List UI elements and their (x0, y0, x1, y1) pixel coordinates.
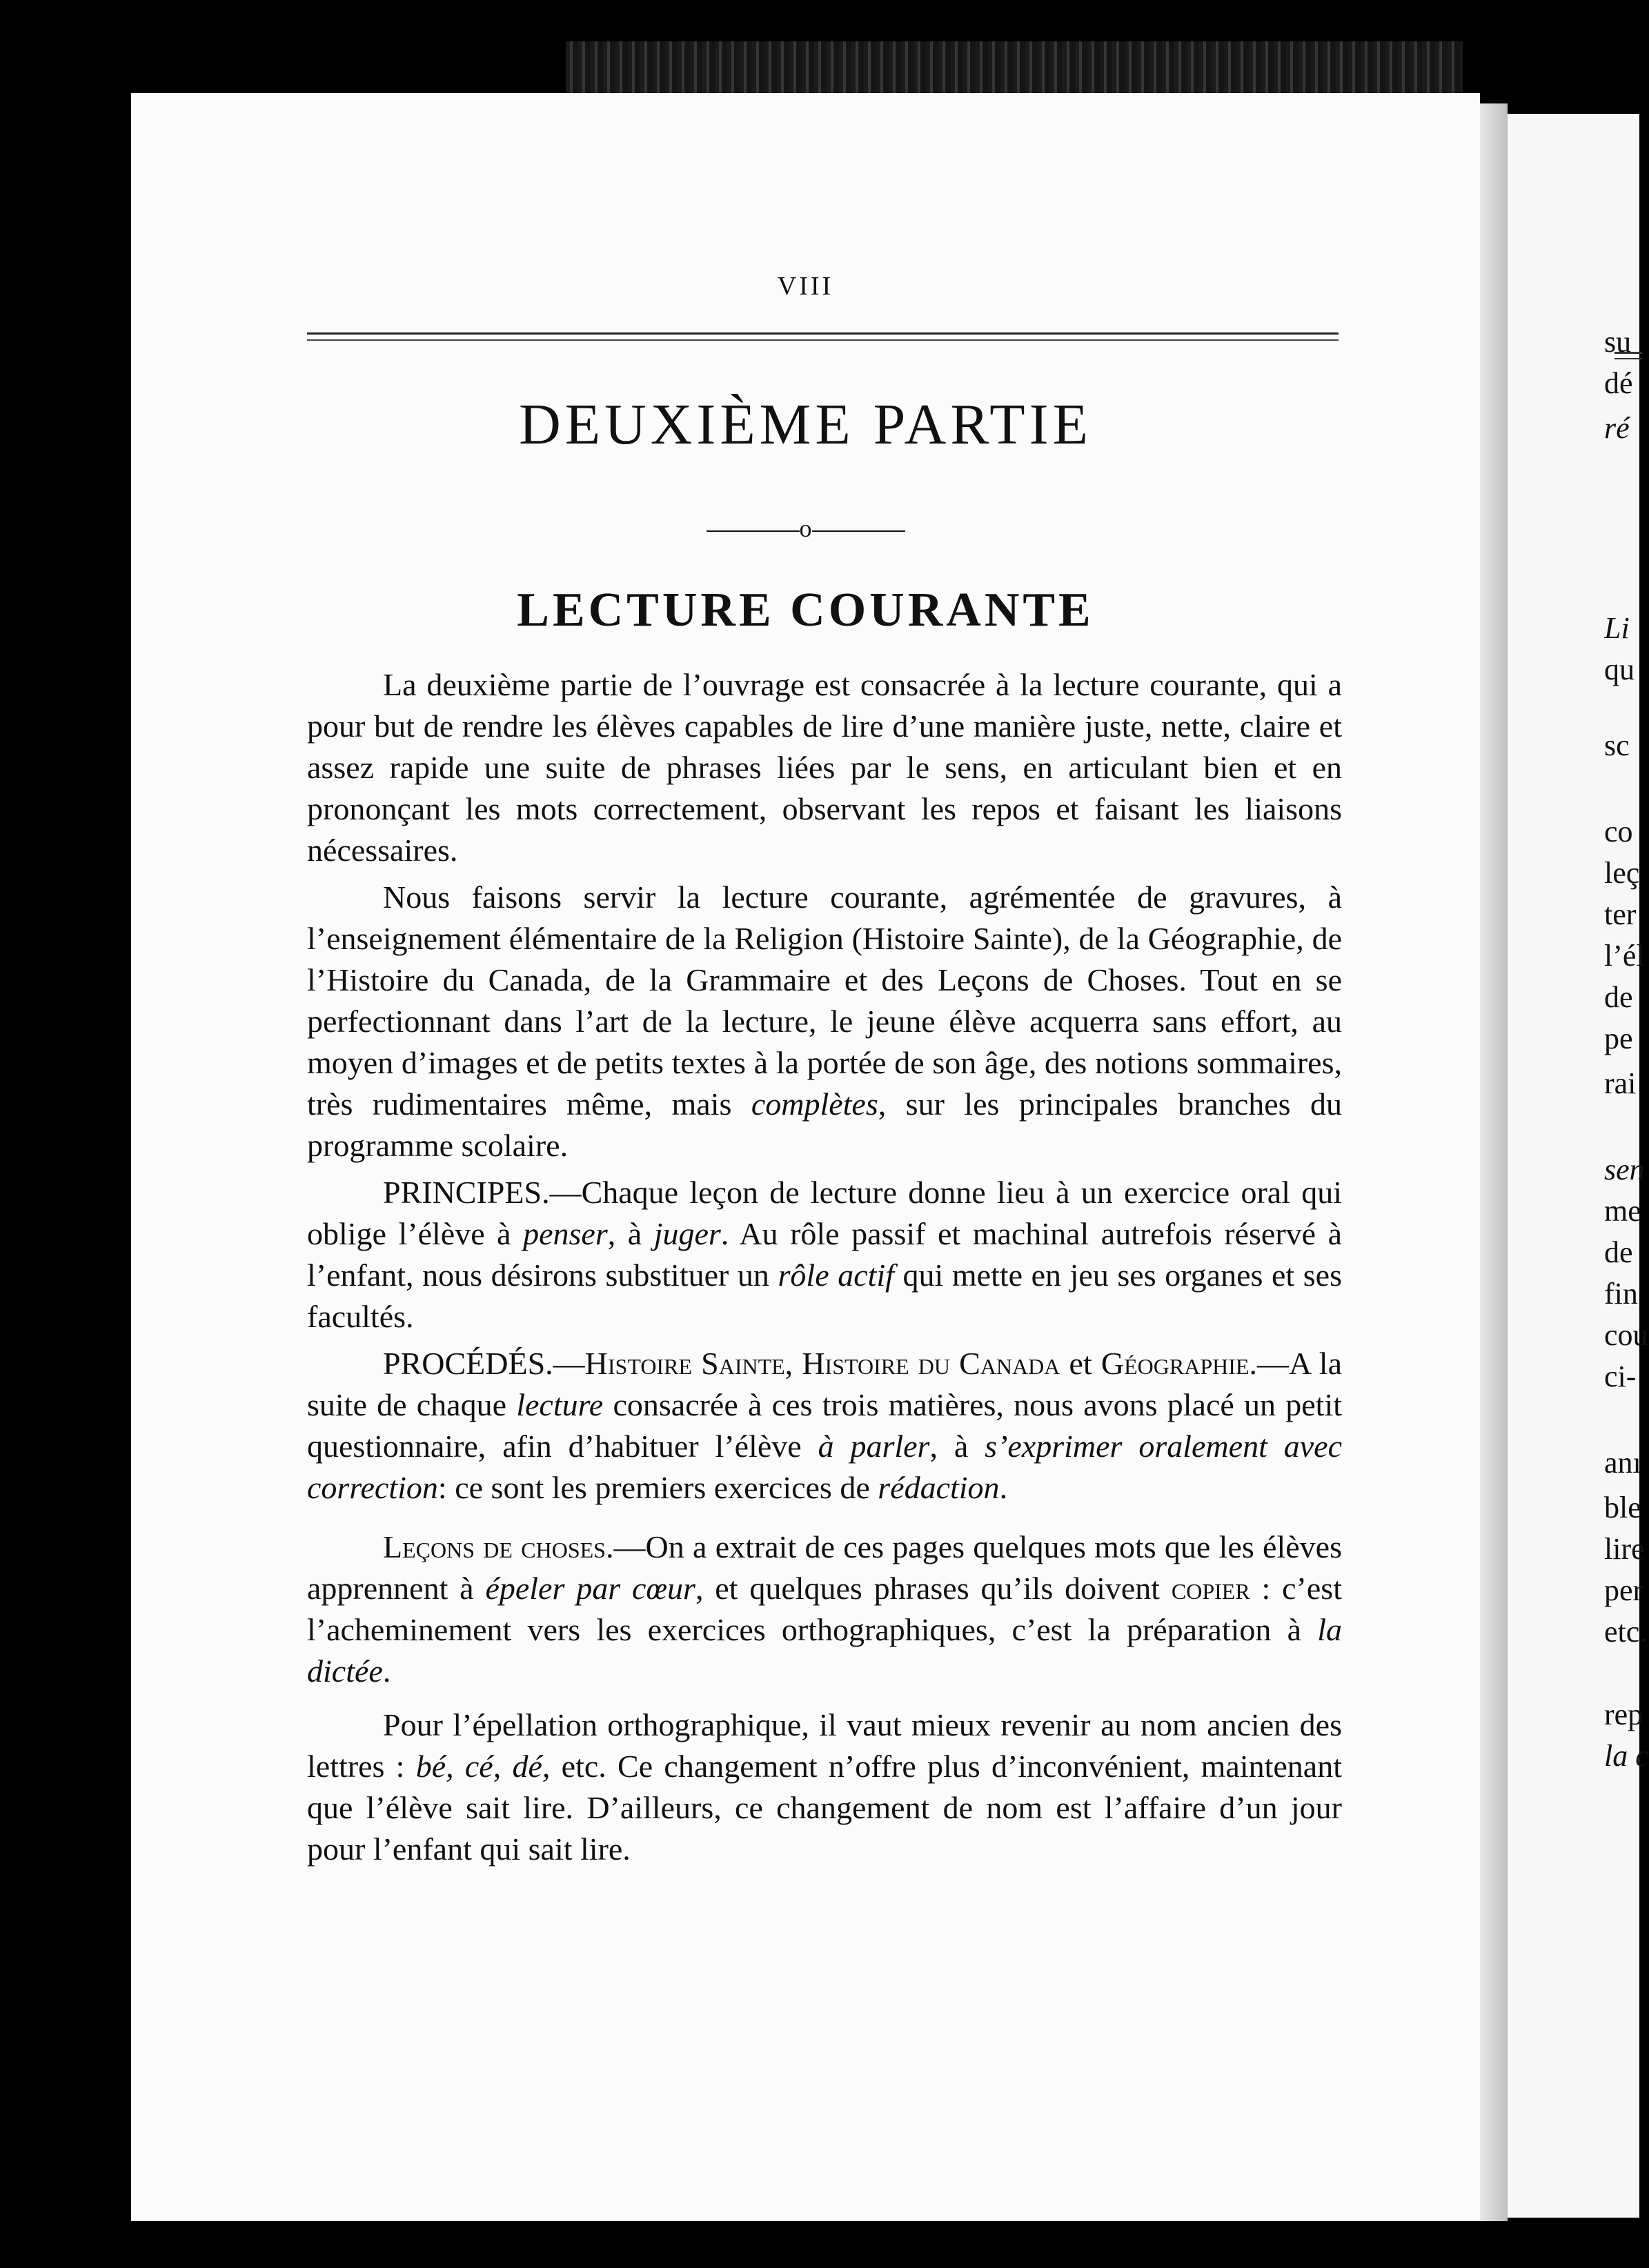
paragraph-lecons (307, 1526, 1342, 1692)
italic-run: juger (653, 1216, 721, 1251)
text-run: etc. Ce changement n’offre plus d’inconvénient, maintenant que l’élève sait lire. D’ailleurs, ce changement de nom est l’affaire d’un jour pour l’enfant qui sait lire. (307, 1749, 1343, 1867)
paragraph-epellation (307, 1704, 1342, 1870)
adjacent-page-fragment: cou (1604, 1318, 1648, 1352)
body-text (307, 664, 1342, 1870)
text-run: Nous faisons servir la lecture courante, agrémentée de gravures, à l’enseignement élémentaire de la Religion (Histoire Sainte), de la Géographie, de l’Histoire du Canada, de la Grammaire et des Leçons de Choses. Tout en se perfectionnant dans l’art de la lecture, le jeune élève acquerra sans effort, au moyen d’images et de petits textes à la portée de son âge, des notions sommaires, très rudimentaires même, mais (307, 879, 1342, 1122)
paragraph-intro: La deuxième partie de l’ouvrage est consacrée à la lecture courante, qui a pour but de rendre les élèves capables de lire d’une manière juste, nette, claire et assez rapide une suite de phrases liées par le sens, en articulant bien et en prononçant les mots correctement, observant les repos et faisant les liaisons nécessaires. (307, 667, 1342, 868)
adjacent-page-fragment: ré (1604, 411, 1630, 445)
small-caps-run: Histoire Sainte, Histoire du Canada (584, 1346, 1060, 1381)
text-run: .—On a extrait de ces pages quelques mots que les élèves apprennent à (307, 1529, 1342, 1606)
adjacent-page-fragment: rai (1604, 1066, 1637, 1100)
small-caps-run: Géographie (1100, 1346, 1250, 1381)
adjacent-page-fragment: Li (1604, 611, 1630, 645)
text-run: — (553, 1346, 585, 1381)
adjacent-page-fragment: anı (1604, 1446, 1641, 1480)
text-run: , à (929, 1429, 985, 1464)
adjacent-page-fragment: per (1604, 1573, 1643, 1607)
small-caps-run: copier (1171, 1571, 1250, 1606)
adjacent-page-fragment: leç (1604, 856, 1640, 890)
adjacent-page-fragment: l’él (1604, 939, 1645, 973)
book-page (131, 93, 1480, 2221)
adjacent-page-fragment: dé (1604, 366, 1633, 400)
text-run: —Chaque leçon de lecture donne lieu à un exercice oral qui oblige l’élève à (307, 1175, 1342, 1251)
adjacent-page-fragment: fin (1604, 1277, 1638, 1311)
adjacent-page-fragment: de (1604, 1235, 1633, 1269)
text-run: , à (607, 1216, 654, 1251)
lead-heading: PRINCIPES. (383, 1175, 550, 1210)
adjacent-page-fragment: qu (1604, 653, 1635, 686)
page-number: VIII (777, 272, 834, 301)
adjacent-page-fragment: sc (1604, 728, 1630, 762)
page-gutter (1480, 103, 1508, 2221)
adjacent-page-fragment: pe (1604, 1022, 1633, 1055)
paragraph-principes (307, 1172, 1342, 1337)
text-run: . (999, 1470, 1008, 1505)
italic-run: rôle actif (778, 1257, 894, 1293)
adjacent-page-fragment: ter (1604, 897, 1637, 931)
text-run: qui mette en jeu ses organes et ses facultés. (307, 1257, 1342, 1334)
italic-run: rédaction (878, 1470, 1000, 1505)
italic-run: bé, cé, dé, (415, 1749, 551, 1784)
adjacent-page-fragment: me (1604, 1194, 1641, 1228)
text-run: , et quelques phrases qu’ils doivent (695, 1571, 1172, 1606)
paragraph-procedes (307, 1343, 1342, 1509)
ornament-line-right (812, 530, 905, 532)
ornament-glyph: o (799, 515, 812, 542)
italic-run: s’exprimer oralement avec correction (307, 1429, 1342, 1505)
adjacent-page-fragment: lire (1604, 1532, 1645, 1566)
adjacent-page-fragment: ci- (1604, 1360, 1637, 1393)
adjacent-page-fragment: sen (1604, 1153, 1645, 1186)
text-run: . (382, 1653, 391, 1689)
italic-run: complètes (751, 1086, 878, 1122)
text-run: , sur les principales branches du programme scolaire. (307, 1086, 1342, 1163)
text-run: Pour l’épellation orthographique, il vaut mieux revenir au nom ancien des lettres : (307, 1707, 1342, 1784)
adjacent-page-fragment: co (1604, 815, 1633, 848)
adjacent-page (1508, 114, 1649, 2218)
small-caps-run: Leçons de choses (383, 1529, 606, 1564)
text-run: et (1060, 1346, 1101, 1381)
italic-run: épeler par cœur (485, 1571, 695, 1606)
text-run: .—A la suite de chaque (307, 1346, 1342, 1422)
adjacent-page-fragment: etc. (1604, 1615, 1648, 1649)
part-title: DEUXIÈME PARTIE (519, 392, 1092, 457)
adjacent-page-fragment: de (1604, 980, 1633, 1014)
italic-run: la dictée (307, 1612, 1342, 1689)
italic-run: à parler (818, 1429, 930, 1464)
adjacent-page-fragment: su (1604, 325, 1632, 359)
header-rule (307, 332, 1339, 341)
ornament-divider (131, 514, 1480, 543)
italic-run: penser (523, 1216, 608, 1251)
ornament-line-left (707, 530, 800, 532)
text-run: consacrée à ces trois matières, nous avons placé un petit questionnaire, afin d’habituer l’élève (307, 1387, 1343, 1464)
text-run: : c’est l’acheminement vers les exercices orthographiques, c’est la préparation à (307, 1571, 1342, 1647)
section-title: LECTURE COURANTE (517, 584, 1094, 637)
adjacent-page-fragment: ble (1604, 1491, 1641, 1524)
text-run: . Au rôle passif et machinal autrefois réservé à l’enfant, nous désirons substituer un (307, 1216, 1342, 1293)
italic-run: lecture (516, 1387, 604, 1422)
lead-heading: PROCÉDÉS. (383, 1346, 553, 1381)
adjacent-page-fragment: la c (1604, 1739, 1649, 1773)
paragraph-nous-faisons (307, 877, 1342, 1166)
adjacent-page-fragment: rep (1604, 1698, 1643, 1731)
text-run: : ce sont les premiers exercices de (437, 1470, 878, 1505)
